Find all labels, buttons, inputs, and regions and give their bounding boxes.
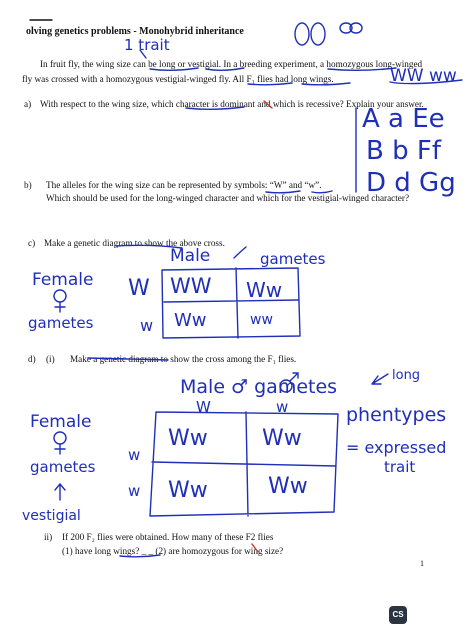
note-letters-row-1: A a Ee <box>362 104 445 134</box>
arrow-long <box>372 374 388 384</box>
d-trait-label: trait <box>384 458 416 476</box>
d-cell-21: Ww <box>168 478 208 503</box>
d-row-2: w <box>128 482 141 500</box>
male-symbol-d <box>280 380 292 392</box>
d-cell-12: Ww <box>262 426 302 451</box>
d-female-label: Female <box>30 412 92 432</box>
question-b-line-2: Which should be used for the long-winged character and which for the vestigial-winged character? <box>46 193 410 203</box>
question-a-label: a) <box>24 99 32 109</box>
d-vestigial-label: vestigial <box>22 508 81 524</box>
question-c-text: Make a genetic diagram to show the above cross. <box>44 238 225 248</box>
crossout-genetic-diagram <box>88 358 168 360</box>
female-symbol-d <box>54 432 66 444</box>
question-b-label: b) <box>24 180 32 190</box>
question-d-sub: (i) <box>46 354 55 364</box>
female-symbol-c <box>54 290 66 302</box>
underline-long <box>150 68 198 70</box>
arrow-vestigial <box>55 484 65 500</box>
d-col-2: w <box>276 398 289 416</box>
underline-long-wings-ii <box>120 555 160 557</box>
underline-W <box>266 191 300 193</box>
c-row-W: W <box>128 276 150 301</box>
fly-doodle-left <box>295 23 309 45</box>
trait-arrow <box>140 50 146 58</box>
d-cell-11: Ww <box>168 426 208 451</box>
c-cell-12: Ww <box>246 278 283 302</box>
grid-d <box>150 412 338 516</box>
c-cell-21: Ww <box>174 310 207 331</box>
scanner-badge: CS <box>389 606 407 624</box>
note-genotypes: WW ww <box>390 66 457 86</box>
d-row-1: w <box>128 446 141 464</box>
intro-line-1: In fruit fly, the wing size can be long or vestigial. In a breeding experiment, a homozygous long-winged <box>40 59 423 69</box>
c-male-label: Male <box>170 246 211 266</box>
red-mark-2 <box>252 544 258 552</box>
underline-homozygous <box>328 68 396 70</box>
grid-c <box>162 268 300 338</box>
c-gametes-side-label: gametes <box>28 314 94 332</box>
underline-long-wings <box>302 83 350 85</box>
underline-genotypes <box>390 80 462 84</box>
c-arrow-stroke <box>234 247 246 258</box>
question-ii-label: ii) <box>44 532 53 542</box>
question-ii-line-2: (1) have long wings? _ _ (2) are homozygous for wing size? <box>62 546 284 556</box>
worksheet-title: olving genetics problems - Monohybrid inheritance <box>26 26 244 37</box>
underline-diagram-c <box>116 245 182 248</box>
c-female-label: Female <box>32 270 94 290</box>
underline-vestigial <box>206 68 244 70</box>
d-cell-22: Ww <box>268 474 308 499</box>
d-expressed-label: = expressed <box>346 438 447 457</box>
c-gametes-top-label: gametes <box>260 250 326 268</box>
underline-w <box>312 191 332 193</box>
d-long-label: long <box>392 368 421 383</box>
question-c-label: c) <box>28 238 36 248</box>
question-ii-line-1: If 200 F₂ flies were obtained. How many of these F2 flies <box>62 532 274 542</box>
question-d-text: Make a genetic diagram to show the cross among the F₁ flies. <box>70 354 297 364</box>
red-mark-1 <box>264 101 272 108</box>
d-phenotypes-label: phentypes <box>346 404 447 426</box>
d-male-gametes-label: Male ♂ gametes <box>180 376 338 398</box>
d-gametes-label: gametes <box>30 458 96 476</box>
intro-line-2: fly was crossed with a homozygous vestigial-winged fly. All F₁ flies had long wings. <box>22 74 334 84</box>
note-trait: 1 trait <box>124 36 170 54</box>
note-letters-row-3: D d Gg <box>366 168 456 198</box>
c-cell-22: ww <box>250 312 273 328</box>
c-row-w: w <box>140 316 154 335</box>
question-d-label: d) <box>28 354 36 364</box>
underline-dominant <box>186 107 244 109</box>
c-cell-11: WW <box>170 274 212 298</box>
d-col-1: W <box>196 398 211 416</box>
page-number: 1 <box>420 559 424 568</box>
question-a-text: With respect to the wing size, which character is dominant and which is recessive? Explain your answer. <box>40 99 424 109</box>
note-letters-row-2: B b Ff <box>366 136 441 166</box>
question-b-line-1: The alleles for the wing size can be represented by symbols: “W” and “w”. <box>46 180 322 190</box>
underline-all-f1 <box>248 83 292 85</box>
